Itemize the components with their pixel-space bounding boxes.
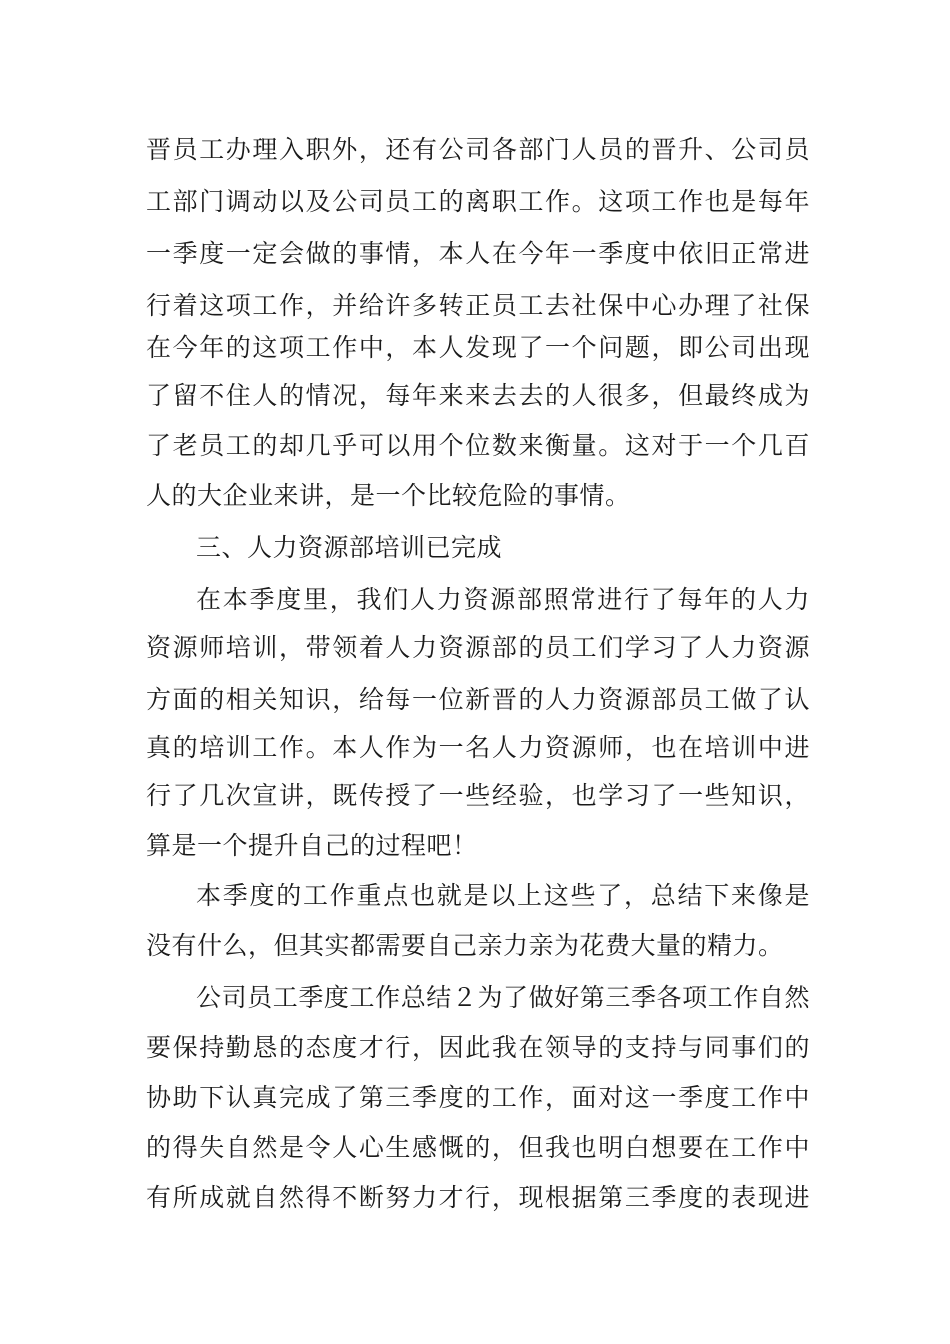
paragraph-line: 在今年的这项工作中，本人发现了一个问题，即公司出现: [146, 333, 810, 362]
paragraph-line: 人的大企业来讲，是一个比较危险的事情。: [146, 481, 631, 510]
paragraph-line: 了老员工的却几乎可以用个位数来衡量。这对于一个几百: [146, 431, 810, 460]
paragraph-line: 有所成就自然得不断努力才行，现根据第三季度的表现进: [146, 1183, 810, 1212]
paragraph-line: 方面的相关知识，给每一位新晋的人力资源部员工做了认: [146, 685, 810, 714]
paragraph-line: 公司员工季度工作总结２为了做好第三季各项工作自然: [196, 983, 810, 1012]
paragraph-line: 了留不住人的情况，每年来来去去的人很多，但最终成为: [146, 381, 810, 410]
paragraph-line: 真的培训工作。本人作为一名人力资源师，也在培训中进: [146, 733, 810, 762]
section-heading: 三、人力资源部培训已完成: [196, 533, 503, 562]
paragraph-line: 行了几次宣讲，既传授了一些经验，也学习了一些知识，: [146, 781, 810, 810]
paragraph-line: 晋员工办理入职外，还有公司各部门人员的晋升、公司员: [146, 135, 810, 164]
paragraph-line: 算是一个提升自己的过程吧！: [146, 831, 478, 860]
paragraph-line: 协助下认真完成了第三季度的工作，面对这一季度工作中: [146, 1083, 810, 1112]
paragraph-line: 一季度一定会做的事情，本人在今年一季度中依旧正常进: [146, 239, 810, 268]
paragraph-line: 的得失自然是令人心生感慨的，但我也明白想要在工作中: [146, 1133, 810, 1162]
paragraph-line: 本季度的工作重点也就是以上这些了，总结下来像是: [196, 881, 810, 910]
paragraph-line: 行着这项工作，并给许多转正员工去社保中心办理了社保: [146, 291, 810, 320]
paragraph-line: 工部门调动以及公司员工的离职工作。这项工作也是每年: [146, 187, 810, 216]
paragraph-line: 没有什么，但其实都需要自己亲力亲为花费大量的精力。: [146, 931, 784, 960]
paragraph-line: 在本季度里，我们人力资源部照常进行了每年的人力: [196, 585, 810, 614]
paragraph-line: 要保持勤恳的态度才行，因此我在领导的支持与同事们的: [146, 1033, 810, 1062]
paragraph-line: 资源师培训，带领着人力资源部的员工们学习了人力资源: [146, 633, 810, 662]
